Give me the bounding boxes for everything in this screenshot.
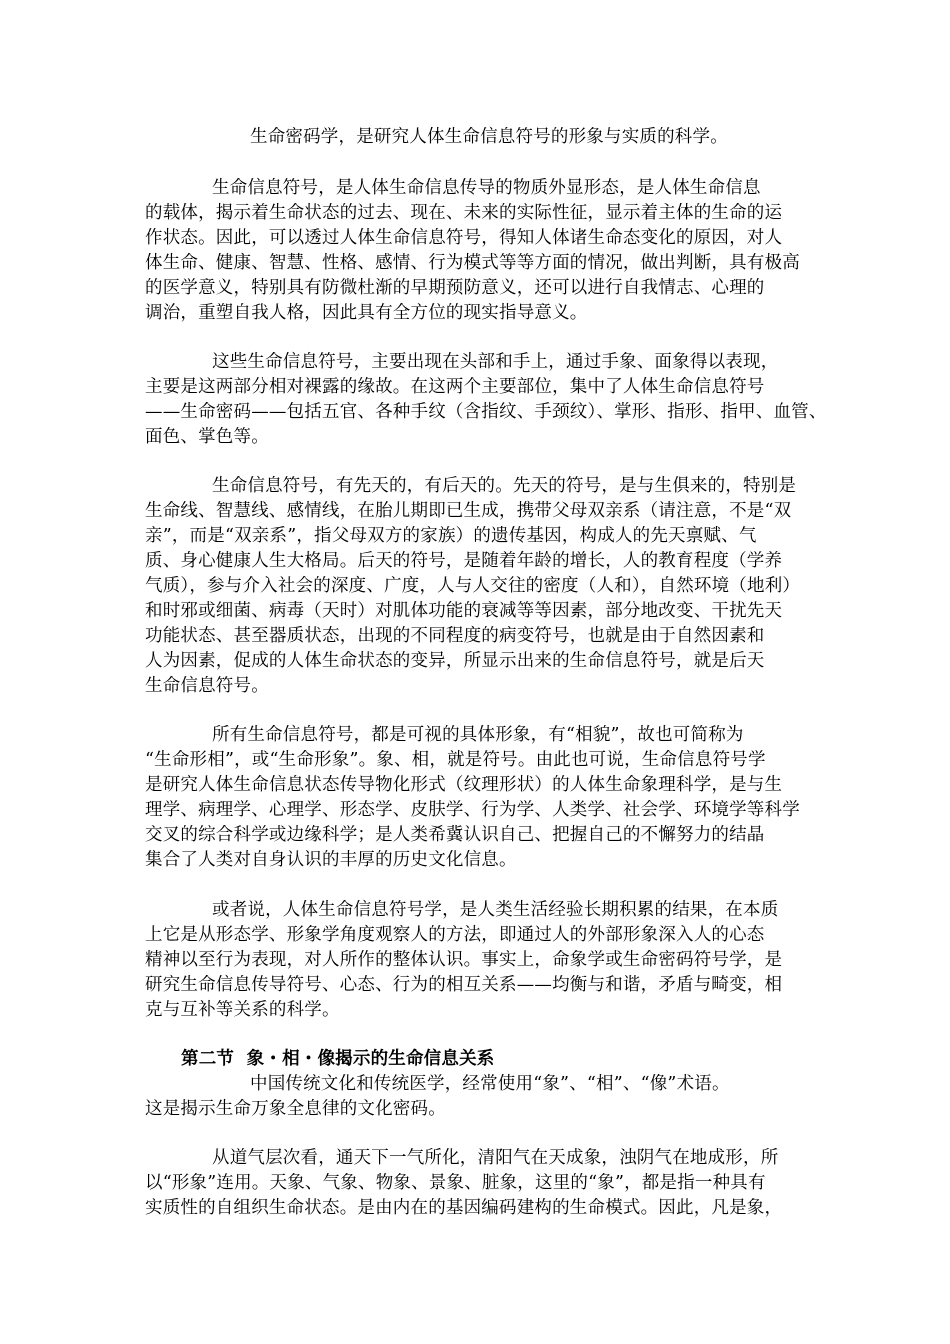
paragraph-line: 体生命、健康、智慧、性格、感情、行为模式等等方面的情况，做出判断，具有极高 <box>145 253 800 273</box>
paragraph-line: 的医学意义，特别具有防微杜渐的早期预防意义，还可以进行自我情志、心理的 <box>145 278 765 298</box>
paragraph-line: 作状态。因此，可以透过人体生命信息符号，得知人体诸生命态变化的原因，对人 <box>145 228 783 248</box>
paragraph-line: 主要是这两部分相对裸露的缘故。在这两个主要部位，集中了人体生命信息符号 <box>145 377 765 397</box>
paragraph-line: 从道气层次看，通天下一气所化，清阳气在天成象，浊阴气在地成形，所 <box>212 1148 779 1168</box>
paragraph-line: 这是揭示生命万象全息律的文化密码。 <box>145 1099 446 1119</box>
paragraph-line: 质、身心健康人生大格局。后天的符号，是随着年龄的增长，人的教育程度（学养 <box>145 551 783 571</box>
paragraph-line: 所有生命信息符号，都是可视的具体形象，有“相貌”，故也可简称为 <box>212 725 744 745</box>
section-heading: 第二节 象・相・像揭示的生命信息关系 <box>181 1049 495 1069</box>
paragraph-line: 生命线、智慧线、感情线，在胎儿期即已生成，携带父母双亲系（请注意，不是“双 <box>145 501 792 521</box>
paragraph-line: 精神以至行为表现，对人所作的整体认识。事实上，命象学或生命密码符号学，是 <box>145 950 783 970</box>
paragraph-line: 调治，重塑自我人格，因此具有全方位的现实指导意义。 <box>145 303 588 323</box>
paragraph-line: “生命形相”，或“生命形象”。象、相，就是符号。由此也可说，生命信息符号学 <box>145 750 766 770</box>
paragraph-line: 上它是从形态学、形象学角度观察人的方法，即通过人的外部形象深入人的心态 <box>145 925 765 945</box>
paragraph-line: 人为因素，促成的人体生命状态的变异，所显示出来的生命信息符号，就是后天 <box>145 651 765 671</box>
paragraph-line: 生命信息符号，是人体生命信息传导的物质外显形态，是人体生命信息 <box>212 178 761 198</box>
paragraph-line: 面色、掌色等。 <box>145 427 269 447</box>
paragraph-line: 生命信息符号，有先天的，有后天的。先天的符号，是与生俱来的，特别是 <box>212 476 797 496</box>
paragraph-line: 或者说，人体生命信息符号学，是人类生活经验长期积累的结果，在本质 <box>212 900 779 920</box>
paragraph-line: ——生命密码——包括五官、各种手纹（含指纹、手颈纹）、掌形、指形、指甲、血管、 <box>145 402 827 422</box>
paragraph-line: 气质），参与介入社会的深度、广度，人与人交往的密度（人和），自然环境（地利） <box>145 576 801 596</box>
paragraph-line: 实质性的自组织生命状态。是由内在的基因编码建构的生命模式。因此，凡是象， <box>145 1198 783 1218</box>
paragraph-line: 中国传统文化和传统医学，经常使用“象”、“相”、“像”术语。 <box>250 1074 730 1094</box>
paragraph-line: 是研究人体生命信息状态传导物化形式（纹理形状）的人体生命象理科学，是与生 <box>145 775 783 795</box>
paragraph-line: 这些生命信息符号，主要出现在头部和手上，通过手象、面象得以表现， <box>212 352 779 372</box>
paragraph-line: 理学、病理学、心理学、形态学、皮肤学、行为学、人类学、社会学、环境学等科学 <box>145 800 800 820</box>
paragraph-line: 的载体，揭示着生命状态的过去、现在、未来的实际性征，显示着主体的生命的运 <box>145 203 783 223</box>
paragraph-line: 生命信息符号。 <box>145 676 269 696</box>
paragraph-line: 研究生命信息传导符号、心态、行为的相互关系——均衡与和谐，矛盾与畸变，相 <box>145 975 783 995</box>
paragraph-line: 亲”，而是“双亲系”，指父母双方的家族）的遗传基因，构成人的先天禀赋、气 <box>145 526 757 546</box>
intro-line: 生命密码学，是研究人体生命信息符号的形象与实质的科学。 <box>250 127 728 147</box>
paragraph-line: 集合了人类对自身认识的丰厚的历史文化信息。 <box>145 850 517 870</box>
paragraph-line: 交叉的综合科学或边缘科学；是人类希冀认识自己、把握自己的不懈努力的结晶 <box>145 825 765 845</box>
paragraph-line: 和时邪或细菌、病毒（天时）对肌体功能的衰减等等因素，部分地改变、干扰先天 <box>145 601 783 621</box>
paragraph-line: 以“形象”连用。天象、气象、物象、景象、脏象，这里的“象”，都是指一种具有 <box>145 1173 766 1193</box>
paragraph-line: 功能状态、甚至器质状态，出现的不同程度的病变符号，也就是由于自然因素和 <box>145 626 765 646</box>
paragraph-line: 克与互补等关系的科学。 <box>145 1000 340 1020</box>
